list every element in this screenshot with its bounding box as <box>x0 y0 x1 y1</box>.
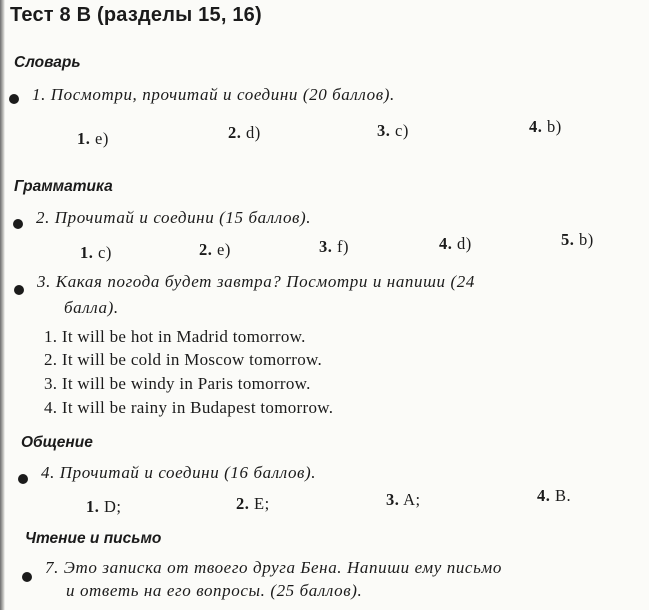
task-4-text: 4. Прочитай и соедини (16 баллов). <box>41 463 317 482</box>
section-grammar: Грамматика <box>14 178 113 195</box>
answer-2-5: 5. b) <box>561 230 594 249</box>
answer-4-4: 4. B. <box>537 486 572 505</box>
answer-4-3: 3. A; <box>386 490 421 509</box>
sentence-1: 1. It will be hot in Madrid tomorrow. <box>44 327 306 346</box>
answer-1-2: 2. d) <box>228 123 261 142</box>
section-communication: Общение <box>21 434 93 451</box>
bullet-icon <box>9 94 19 104</box>
answer-2-3: 3. f) <box>319 237 349 256</box>
answer-1-1: 1. e) <box>77 129 109 148</box>
bullet-icon <box>13 219 23 229</box>
page-title: Тест 8 В (разделы 15, 16) <box>10 4 262 26</box>
answer-1-3: 3. c) <box>377 121 409 140</box>
bullet-icon <box>18 474 28 484</box>
sentence-3: 3. It will be windy in Paris tomorrow. <box>44 374 311 393</box>
task-3-text-line2: балла). <box>64 298 119 317</box>
task-1-text: 1. Посмотри, прочитай и соедини (20 баллов). <box>32 85 395 104</box>
scan-edge <box>0 0 5 610</box>
answer-2-4: 4. d) <box>439 234 472 253</box>
sentence-4: 4. It will be rainy in Budapest tomorrow. <box>44 398 334 417</box>
answer-2-2: 2. e) <box>199 240 231 259</box>
sentence-2: 2. It will be cold in Moscow tomorrow. <box>44 350 323 369</box>
bullet-icon <box>14 285 24 295</box>
task-3-text-line1: 3. Какая погода будет завтра? Посмотри и напиши (24 <box>37 272 475 291</box>
section-vocabulary: Словарь <box>14 54 81 71</box>
answer-4-2: 2. E; <box>236 494 270 513</box>
section-reading-writing: Чтение и письмо <box>25 530 162 547</box>
answer-2-1: 1. c) <box>80 243 112 262</box>
task-7-text-line2: и ответь на его вопросы. (25 баллов). <box>66 581 363 600</box>
answer-1-4: 4. b) <box>529 117 562 136</box>
answer-4-1: 1. D; <box>86 497 122 516</box>
task-2-text: 2. Прочитай и соедини (15 баллов). <box>36 208 312 227</box>
task-7-text-line1: 7. Это записка от твоего друга Бена. Напиши ему письмо <box>45 558 502 577</box>
bullet-icon <box>22 572 32 582</box>
